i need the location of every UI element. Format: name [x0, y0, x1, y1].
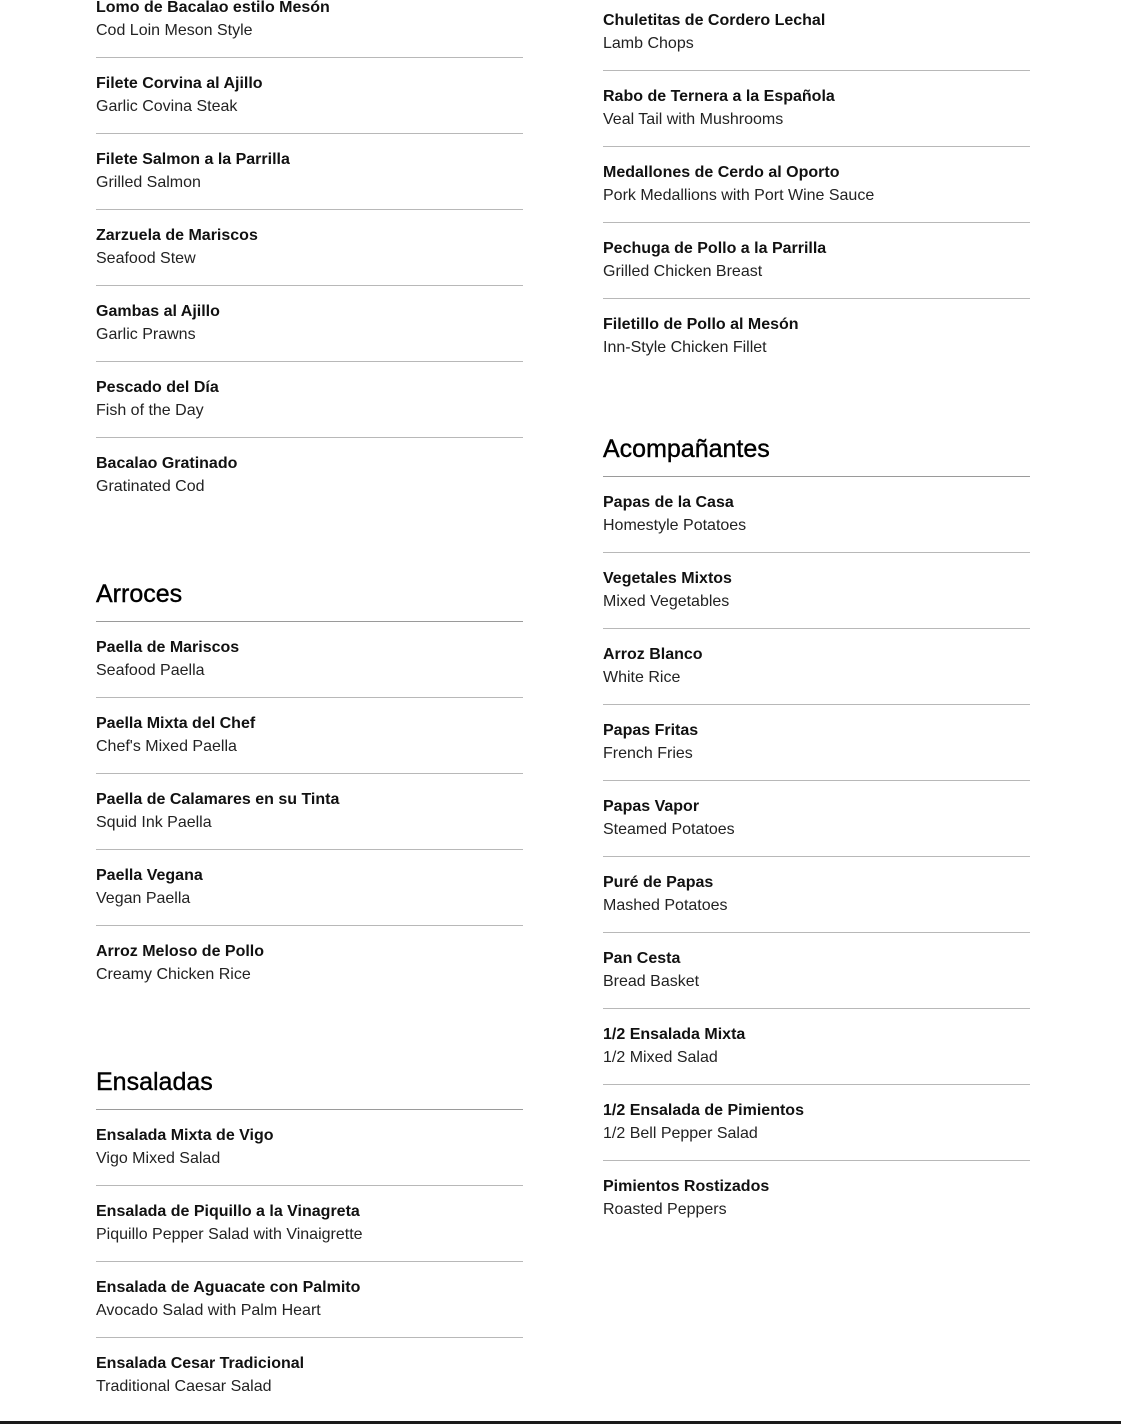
menu-item: [603, 933, 1030, 1009]
menu-item-name: Medallones de Cerdo al Oporto: [603, 164, 840, 181]
menu-item-name: Rabo de Ternera a la Española: [603, 88, 835, 105]
menu-item-description: White Rice: [603, 669, 681, 686]
menu-item: [96, 438, 523, 513]
menu-item-description: Piquillo Pepper Salad with Vinaigrette: [96, 1226, 363, 1243]
menu-item-description: Chef's Mixed Paella: [96, 738, 237, 755]
menu-item-description: Mixed Vegetables: [603, 593, 730, 610]
section-title: Acompañantes: [603, 434, 1030, 477]
menu-item-name: Vegetales Mixtos: [603, 570, 732, 587]
section-title: Ensaladas: [96, 1067, 523, 1110]
menu-item-description: Gratinated Cod: [96, 478, 205, 495]
menu-item: [96, 362, 523, 438]
menu-item-name: Ensalada Cesar Tradicional: [96, 1355, 305, 1372]
menu-item: [603, 1085, 1030, 1161]
menu-item-name: Filete Corvina al Ajillo: [96, 75, 263, 92]
section-title: Arroces: [96, 579, 523, 622]
menu-item: [96, 622, 523, 698]
menu-item-description: Pork Medallions with Port Wine Sauce: [603, 187, 875, 204]
menu-item: [96, 1110, 523, 1186]
menu-item-name: Chuletitas de Cordero Lechal: [603, 12, 826, 29]
menu-item: [96, 1338, 523, 1413]
menu-item: [603, 705, 1030, 781]
menu-item: [96, 58, 523, 134]
menu-item: [603, 629, 1030, 705]
menu-item-description: Avocado Salad with Palm Heart: [96, 1302, 321, 1319]
menu-item: [96, 1262, 523, 1338]
menu-item-description: Homestyle Potatoes: [603, 517, 747, 534]
menu-item-description: Grilled Chicken Breast: [603, 263, 763, 280]
menu-item-name: Filete Salmon a la Parrilla: [96, 151, 290, 168]
menu-item-name: Papas Fritas: [603, 722, 699, 739]
menu-item-name: Paella de Calamares en su Tinta: [96, 791, 340, 808]
menu-item: [96, 698, 523, 774]
menu-item-description: Seafood Paella: [96, 662, 205, 679]
menu-item: [603, 857, 1030, 933]
section-acompanantes: [603, 434, 1030, 1236]
menu-item: [603, 147, 1030, 223]
menu-item-description: French Fries: [603, 745, 693, 762]
menu-item-name: Paella Vegana: [96, 867, 203, 884]
menu-item-name: 1/2 Ensalada Mixta: [603, 1026, 746, 1043]
menu-item-description: Steamed Potatoes: [603, 821, 735, 838]
menu-item-description: Mashed Potatoes: [603, 897, 728, 914]
menu-item: [96, 774, 523, 850]
menu-item-description: Traditional Caesar Salad: [96, 1378, 272, 1395]
menu-item-description: Squid Ink Paella: [96, 814, 212, 831]
menu-item: [96, 850, 523, 926]
menu-item: [96, 134, 523, 210]
menu-item: [603, 71, 1030, 147]
menu-item-description: Inn-Style Chicken Fillet: [603, 339, 767, 356]
menu-item-name: Pimientos Rostizados: [603, 1178, 770, 1195]
menu-item-description: Veal Tail with Mushrooms: [603, 111, 784, 128]
menu-item-name: Lomo de Bacalao estilo Mesón: [96, 0, 330, 16]
menu-item-description: Fish of the Day: [96, 402, 204, 419]
menu-item-name: Pan Cesta: [603, 950, 681, 967]
menu-item-description: Vegan Paella: [96, 890, 191, 907]
menu-item-name: Pechuga de Pollo a la Parrilla: [603, 240, 827, 257]
menu-item: [603, 299, 1030, 374]
menu-item-name: Pescado del Día: [96, 379, 219, 396]
menu-item-name: Papas Vapor: [603, 798, 700, 815]
menu-item: [603, 1161, 1030, 1236]
menu-item-name: Paella de Mariscos: [96, 639, 240, 656]
menu-item-description: Garlic Covina Steak: [96, 98, 238, 115]
menu-item-name: Arroz Blanco: [603, 646, 703, 663]
section-arroces: [96, 579, 523, 1001]
menu-item: [603, 223, 1030, 299]
menu-item: [603, 553, 1030, 629]
menu-item: [96, 1186, 523, 1262]
menu-item-name: Paella Mixta del Chef: [96, 715, 256, 732]
menu-item-description: Grilled Salmon: [96, 174, 201, 191]
section-ensaladas: [96, 1067, 523, 1413]
menu-item-description: 1/2 Bell Pepper Salad: [603, 1125, 758, 1142]
menu-item-name: Bacalao Gratinado: [96, 455, 238, 472]
right-column: [603, 0, 1030, 1236]
menu-item-description: Roasted Peppers: [603, 1201, 727, 1218]
menu-item-description: Garlic Prawns: [96, 326, 196, 343]
menu-item: [96, 0, 523, 58]
menu-item-description: Lamb Chops: [603, 35, 694, 52]
menu-item-name: Filetillo de Pollo al Mesón: [603, 316, 799, 333]
menu-item-name: Zarzuela de Mariscos: [96, 227, 258, 244]
menu-item-name: Ensalada de Piquillo a la Vinagreta: [96, 1203, 360, 1220]
menu-item: [96, 926, 523, 1001]
menu-item: [603, 781, 1030, 857]
menu-item-name: Puré de Papas: [603, 874, 714, 891]
menu-item-description: Cod Loin Meson Style: [96, 22, 253, 39]
menu-item-description: Vigo Mixed Salad: [96, 1150, 221, 1167]
menu-item-description: 1/2 Mixed Salad: [603, 1049, 718, 1066]
menu-item-name: Ensalada Mixta de Vigo: [96, 1127, 274, 1144]
menu-item: [96, 286, 523, 362]
menu-item-name: 1/2 Ensalada de Pimientos: [603, 1102, 804, 1119]
menu-item: [603, 1009, 1030, 1085]
menu-item-description: Creamy Chicken Rice: [96, 966, 251, 983]
menu-item-name: Gambas al Ajillo: [96, 303, 220, 320]
menu-item-description: Bread Basket: [603, 973, 700, 990]
menu-item: [603, 0, 1030, 71]
menu-item-name: Ensalada de Aguacate con Palmito: [96, 1279, 361, 1296]
menu-item-name: Arroz Meloso de Pollo: [96, 943, 265, 960]
menu-item-description: Seafood Stew: [96, 250, 196, 267]
menu-item-name: Papas de la Casa: [603, 494, 734, 511]
menu-item: [96, 210, 523, 286]
menu-item: [603, 477, 1030, 553]
left-column: [96, 0, 523, 1413]
